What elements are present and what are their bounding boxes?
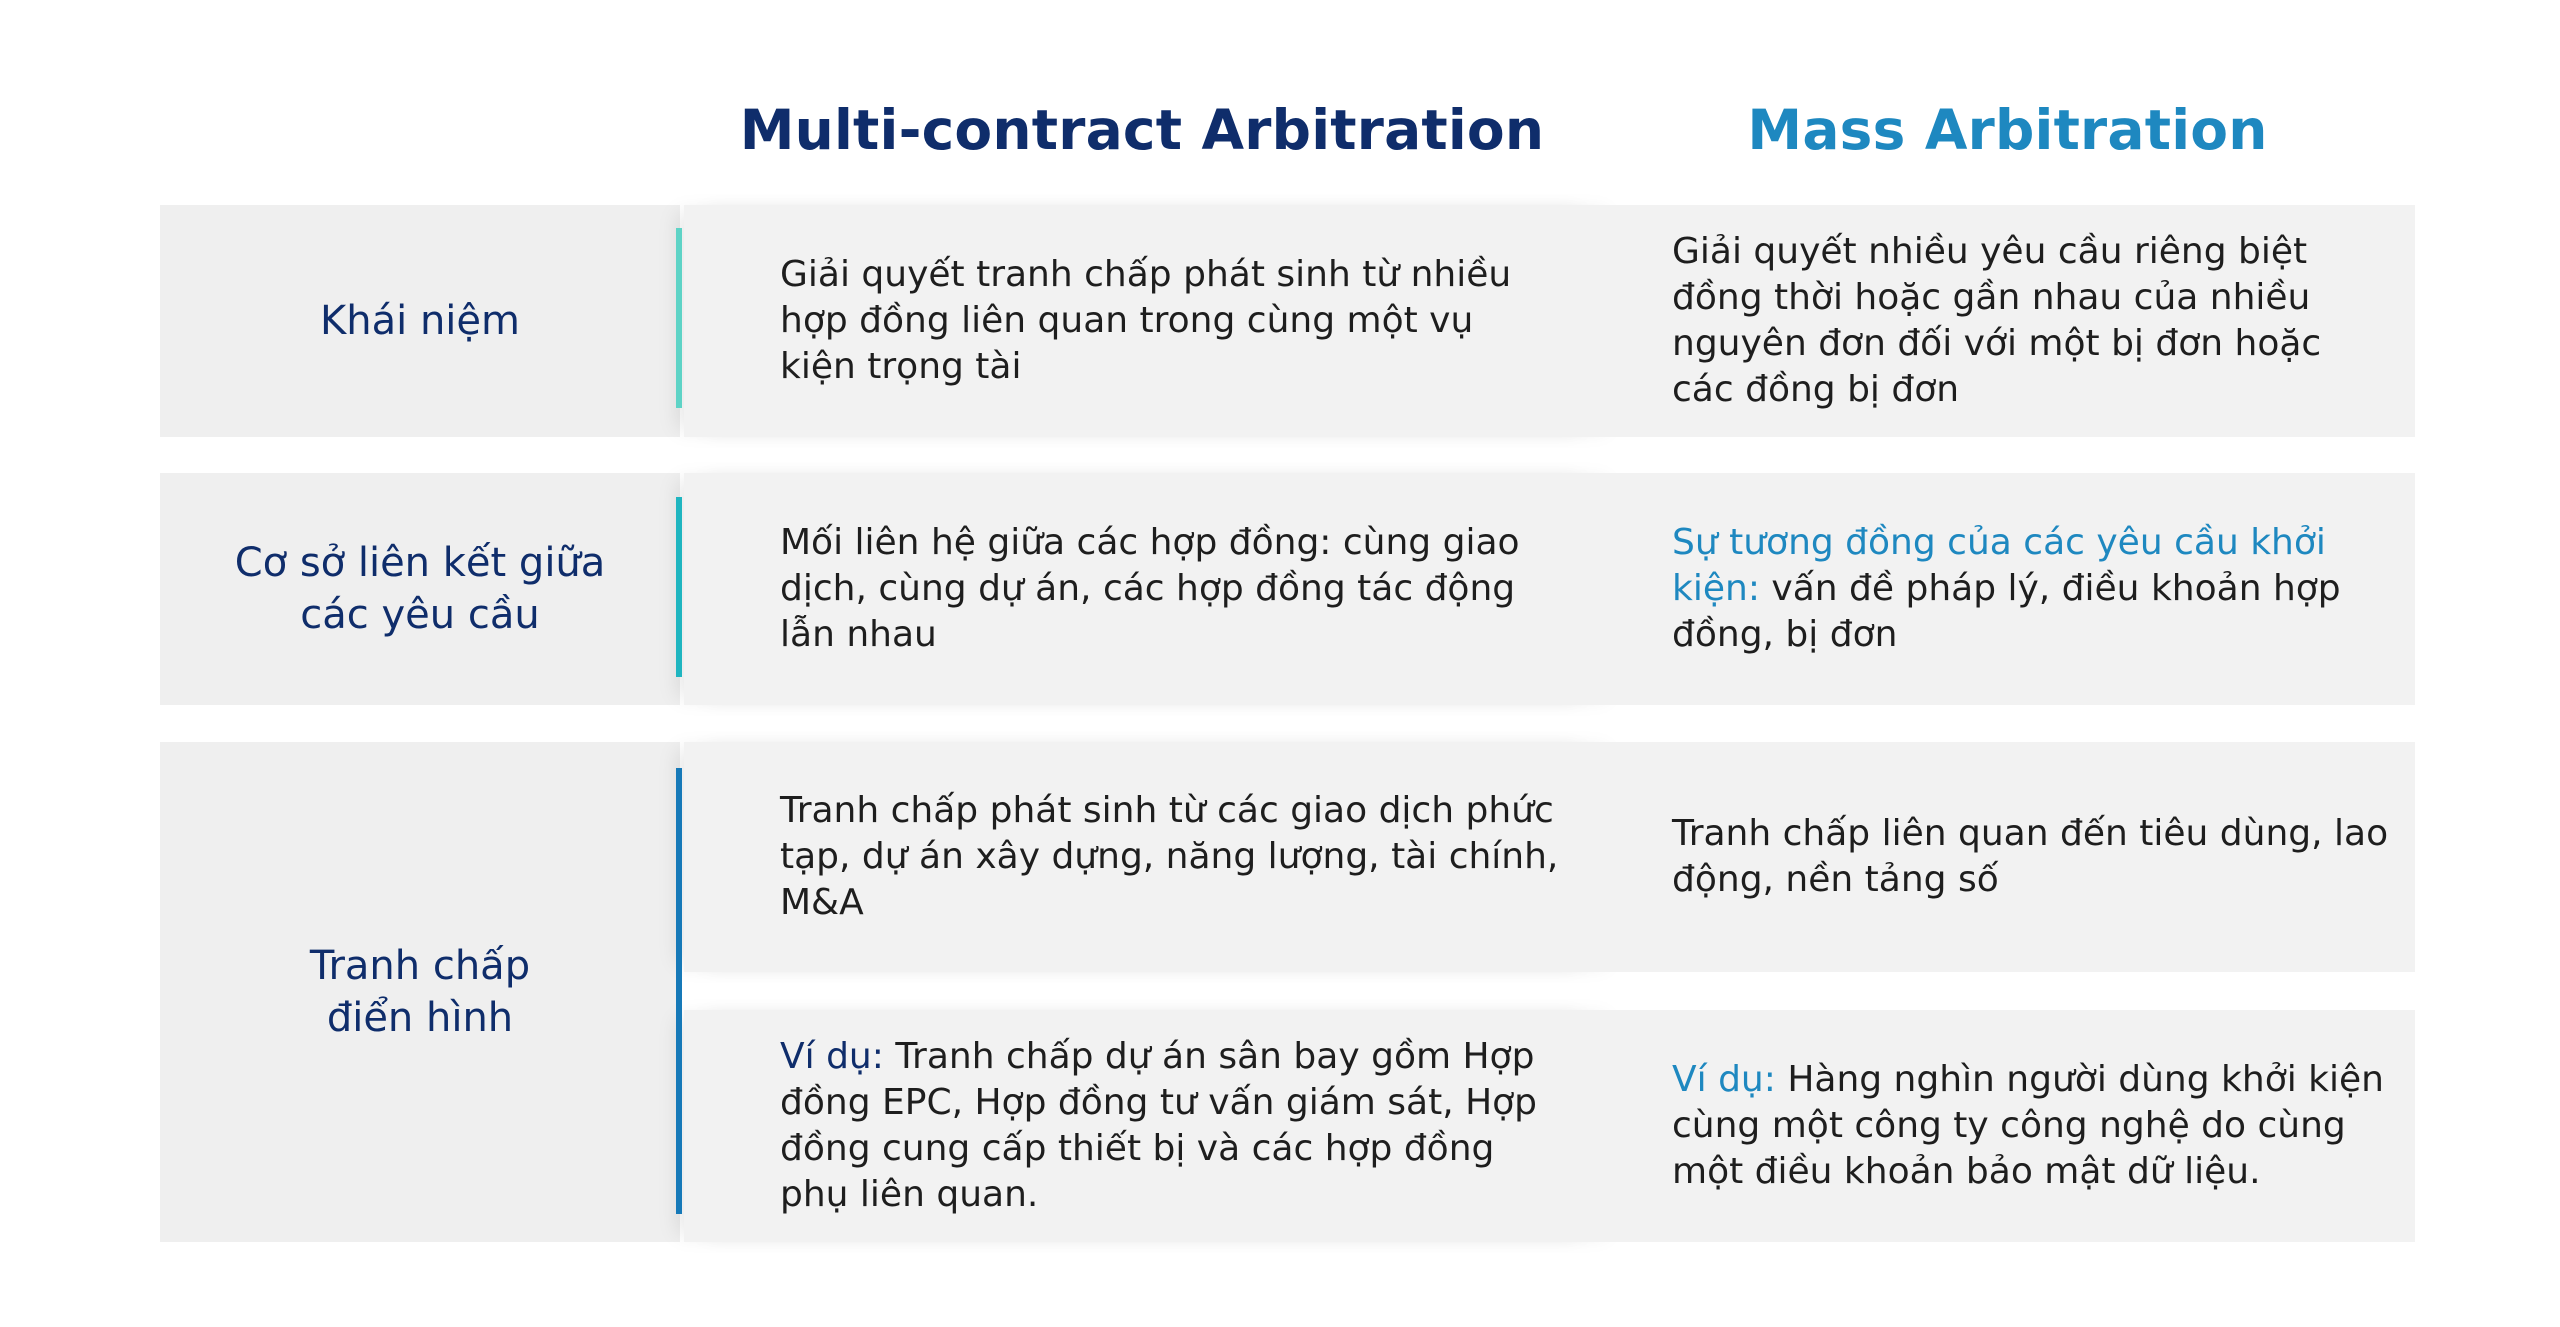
basis-b-lead: Sự tương đồng của các yêu cầu khởi kiện: xyxy=(1672,522,2326,609)
basis-b-rest: vấn đề pháp lý, điều khoản hợp đồng, bị đơn xyxy=(1672,568,2341,655)
accent-bar-concept xyxy=(676,228,682,408)
cell-b-basis xyxy=(1672,473,2392,705)
cell-a-typical xyxy=(780,742,1560,972)
cell-a-typical-text: Tranh chấp phát sinh từ các giao dịch phức tạp, dự án xây dựng, năng lượng, tài chính, M&A xyxy=(780,790,1559,923)
row-label-basis-text: Cơ sở liên kết giữa các yêu cầu xyxy=(234,540,606,638)
row-label-concept: Khái niệm xyxy=(320,298,520,344)
cell-b-concept-text: Giải quyết nhiều yêu cầu riêng biệt đồng thời hoặc gần nhau của nhiều nguyên đơn đối với một bị đơn hoặc các đồng bị đơn xyxy=(1672,231,2322,410)
row-label-typical-text: Tranh chấp điển hình xyxy=(309,943,531,1041)
cell-b-example xyxy=(1672,1010,2392,1242)
column-header-multi-contract: Multi-contract Arbitration xyxy=(739,98,1545,162)
example-b-lead: Ví dụ: xyxy=(1672,1059,1776,1100)
cell-a-example xyxy=(780,1010,1560,1242)
row-label-basis xyxy=(160,473,680,705)
accent-bar-typical xyxy=(676,768,682,1214)
cell-a-basis xyxy=(780,473,1560,705)
column-header-mass: Mass Arbitration xyxy=(1747,98,2268,162)
example-a-lead: Ví dụ: xyxy=(780,1036,884,1077)
example-a-rest: Tranh chấp dự án sân bay gồm Hợp đồng EPC, Hợp đồng tư vấn giám sát, Hợp đồng cung cấp thiết bị và các hợp đồng phụ liên quan. xyxy=(780,1036,1538,1215)
cell-b-typical-text: Tranh chấp liên quan đến tiêu dùng, lao động, nền tảng số xyxy=(1672,813,2389,900)
cell-a-basis-text: Mối liên hệ giữa các hợp đồng: cùng giao dịch, cùng dự án, các hợp đồng tác động lẫn nhau xyxy=(780,522,1520,655)
cell-b-typical xyxy=(1672,742,2392,972)
cell-a-concept-text: Giải quyết tranh chấp phát sinh từ nhiều hợp đồng liên quan trong cùng một vụ kiện trọng tài xyxy=(780,254,1512,387)
accent-bar-basis xyxy=(676,497,682,677)
cell-b-basis-text xyxy=(1672,520,2392,658)
example-b-rest: Hàng nghìn người dùng khởi kiện cùng một công ty công nghệ do cùng một điều khoản bảo mật dữ liệu. xyxy=(1672,1059,2384,1192)
row-label-typical xyxy=(160,742,680,1242)
cell-b-example-text xyxy=(1672,1057,2392,1195)
cell-a-concept xyxy=(780,205,1560,437)
cell-a-example-text xyxy=(780,1034,1560,1218)
cell-b-concept xyxy=(1672,205,2392,437)
